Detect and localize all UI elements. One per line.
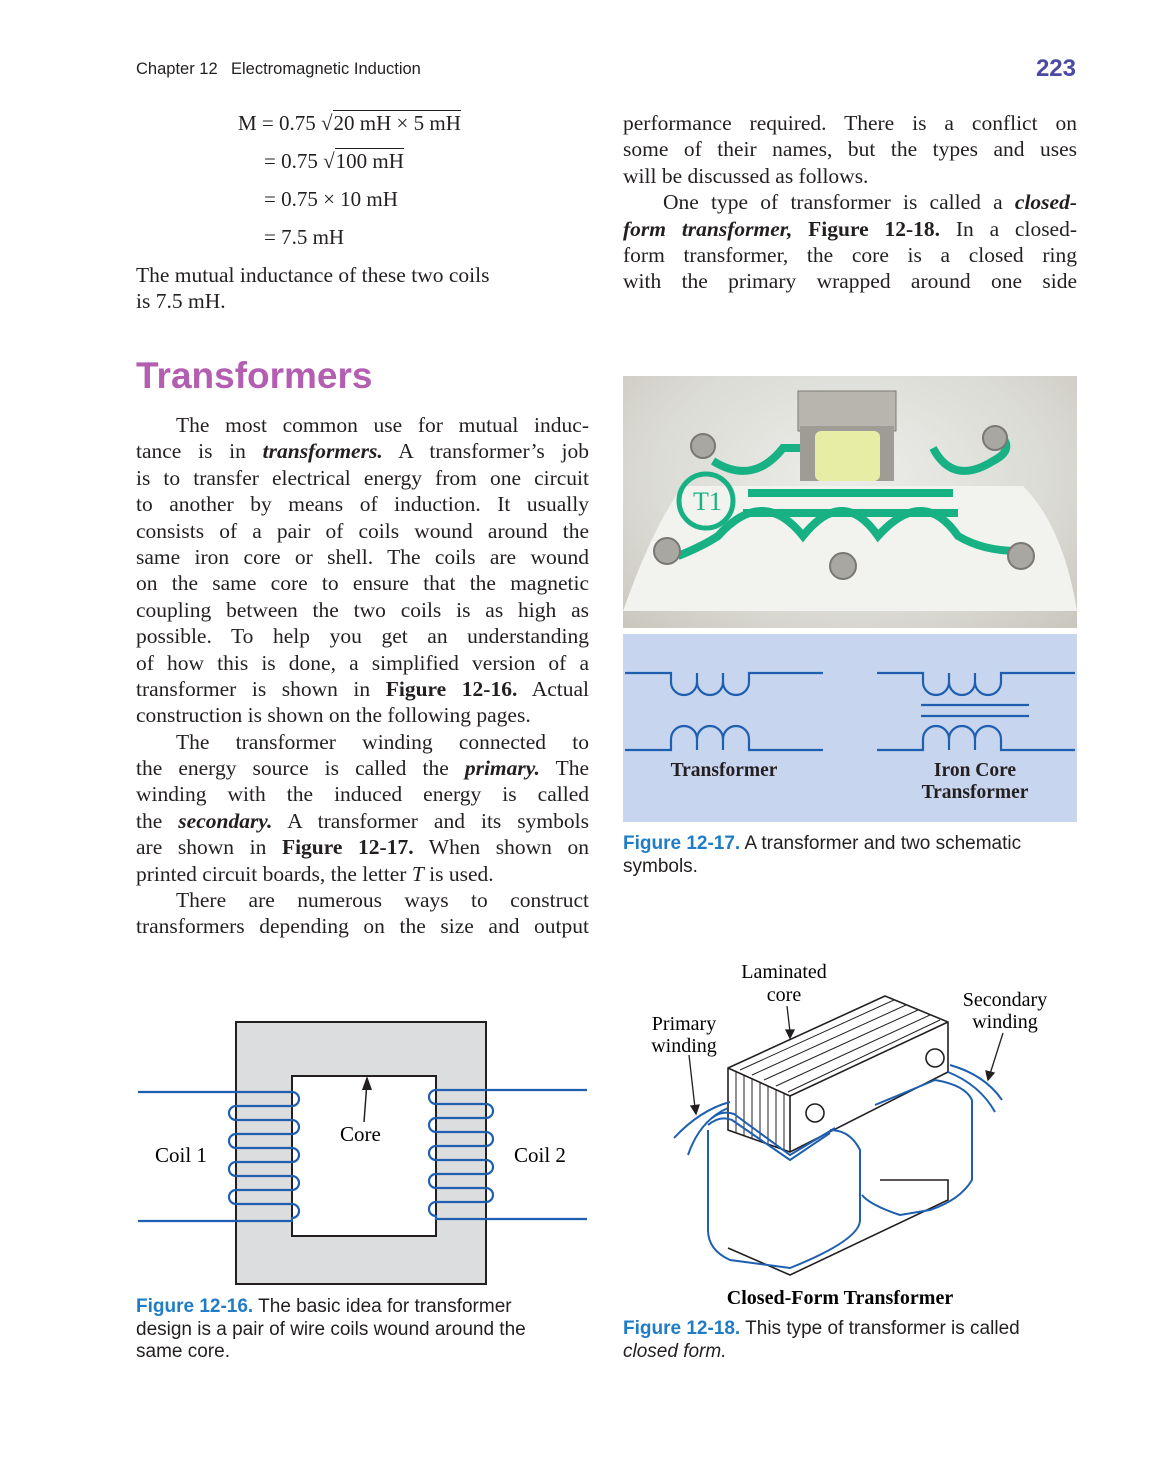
text-line <box>136 412 589 438</box>
text-run: on the same core to ensure that the magnetic <box>136 571 589 596</box>
text-run: are shown in <box>136 835 282 860</box>
primary-winding-label-2: winding <box>651 1035 717 1057</box>
text-run: of how this is done, a simplified version of a <box>136 650 589 675</box>
text-line <box>136 729 589 755</box>
text-line <box>136 465 589 491</box>
text-line <box>136 623 589 649</box>
text-run: Actual <box>517 676 590 701</box>
text-run: In a closed- <box>940 216 1078 241</box>
text-run <box>792 217 808 241</box>
text-line <box>623 268 1077 294</box>
text-line <box>136 676 589 702</box>
emphasized-term: T <box>411 861 424 886</box>
text-line <box>623 163 1077 189</box>
caption-text: A transformer and two schematic <box>740 833 1022 854</box>
equation-line: = 7.5 mH <box>264 225 345 249</box>
figure-12-18-diagram <box>620 955 1080 1315</box>
text-run: to another by means of induction. It usually <box>136 492 589 517</box>
emphasized-term: Figure 12-18. <box>808 216 941 241</box>
text-line <box>623 110 1077 136</box>
text-run: One type of transformer is called a <box>663 190 1015 215</box>
caption-text: This type of transformer is called <box>740 1318 1020 1339</box>
equation-lhs: = 0.75 <box>264 149 324 173</box>
equation-line: = 0.75 × 10 mH <box>264 187 398 211</box>
text-run: is to transfer electrical energy from one circuit <box>136 465 589 490</box>
text-run: tance is in <box>136 439 263 464</box>
equation-radicand: 20 mH × 5 mH <box>333 111 461 135</box>
text-line <box>136 650 589 676</box>
text-run: A transformer’s job <box>382 439 589 464</box>
text-line <box>136 544 589 570</box>
text-line <box>623 189 1077 215</box>
text-line <box>623 242 1077 268</box>
secondary-winding-label-2: winding <box>972 1011 1038 1033</box>
symbol-label-iron-core-2: Transformer <box>921 782 1029 803</box>
right-column-text <box>623 110 1077 295</box>
text-run: When shown on <box>413 835 589 860</box>
symbol-label-transformer: Transformer <box>670 760 778 781</box>
text-line <box>136 808 589 834</box>
figure-number: Figure 12-17. <box>623 833 741 854</box>
text-line <box>136 887 589 913</box>
equation-lhs: M = 0.75 <box>238 111 322 135</box>
figure-number: Figure 12-18. <box>623 1318 741 1339</box>
text-line <box>136 834 589 860</box>
chapter-title: Electromagnetic Induction <box>231 60 421 78</box>
emphasized-term: transformers. <box>262 439 383 464</box>
text-run: form transformer, the core is a closed ring <box>623 242 1077 267</box>
figure-12-18-caption <box>623 1318 1083 1363</box>
text-line <box>136 597 589 623</box>
text-line <box>136 781 589 807</box>
text-run: same iron core or shell. The coils are wound <box>136 544 589 569</box>
text-run: will be discussed as follows. <box>623 163 869 188</box>
text-run: The <box>539 756 589 781</box>
coil-2-label: Coil 2 <box>514 1143 566 1167</box>
intro-paragraph <box>136 262 589 315</box>
text-run: construction is shown on the following pages. <box>136 703 531 728</box>
chapter-number: Chapter 12 <box>136 60 218 78</box>
text-line <box>136 570 589 596</box>
text-line <box>136 491 589 517</box>
photo-marking: T1 <box>693 487 722 516</box>
figure-12-16-caption <box>136 1296 596 1364</box>
laminated-core-label-2: core <box>766 984 802 1006</box>
text-run: the <box>136 808 179 833</box>
text-run: with the primary wrapped around one side <box>623 269 1077 294</box>
text-run: transformer is shown in <box>136 676 386 701</box>
emphasized-term: form transformer, <box>623 216 793 241</box>
text-run: printed circuit boards, the letter <box>136 861 412 886</box>
emphasized-term: closed- <box>1014 190 1077 215</box>
secondary-winding-label: Secondary <box>962 989 1048 1011</box>
text-run: There are numerous ways to construct <box>176 888 589 913</box>
transformer-symbols <box>623 634 1077 764</box>
emphasized-term: Figure 12-16. <box>385 676 518 701</box>
text-run: transformers depending on the size and output <box>136 914 589 939</box>
text-run: coupling between the two coils is as high as <box>136 597 589 622</box>
caption-text: same core. <box>136 1341 230 1362</box>
text-run: some of their names, but the types and uses <box>623 137 1077 162</box>
text-line <box>136 518 589 544</box>
primary-winding-label: Primary <box>651 1013 717 1035</box>
text-line <box>136 438 589 464</box>
text-run: A transformer and its symbols <box>272 808 589 833</box>
text-run: is 7.5 mH. <box>136 289 226 314</box>
emphasized-term: secondary. <box>178 808 273 833</box>
page-number: 223 <box>1035 55 1076 82</box>
symbol-label-iron-core: Iron Core <box>933 760 1017 781</box>
coil-1-label: Coil 1 <box>155 1143 207 1167</box>
text-run: consists of a pair of coils wound around the <box>136 518 589 543</box>
text-run: performance required. There is a conflict on <box>623 111 1077 135</box>
caption-text: The basic idea for transformer <box>253 1296 512 1317</box>
text-line <box>136 755 589 781</box>
text-line <box>136 702 589 728</box>
section-title: Transformers <box>136 355 373 396</box>
text-line <box>623 136 1077 162</box>
figure-12-18-title: Closed-Form Transformer <box>726 1287 954 1309</box>
text-line <box>136 262 589 288</box>
emphasized-term: Figure 12-17. <box>281 835 414 860</box>
text-run: is used. <box>423 861 494 886</box>
equation-radicand: 100 mH <box>335 149 404 173</box>
laminated-core-label: Laminated <box>741 961 827 983</box>
emphasized-term: primary. <box>464 756 540 781</box>
caption-text: closed form. <box>623 1340 727 1362</box>
equation-line: = 0.75 √100 mH <box>264 149 404 173</box>
text-run: The transformer winding connected to <box>176 729 589 754</box>
text-line <box>136 288 589 314</box>
text-line <box>623 216 1077 242</box>
text-run: winding with the induced energy is called <box>136 782 589 807</box>
text-line <box>136 913 589 939</box>
transformer-photo <box>623 376 1077 628</box>
core-label: Core <box>340 1122 381 1146</box>
schematic-symbols-panel <box>623 634 1077 822</box>
equation-line: M = 0.75 √20 mH × 5 mH <box>238 111 461 135</box>
text-run: possible. To help you get an understanding <box>136 624 589 649</box>
text-run: the energy source is called the <box>136 756 465 781</box>
text-run: The most common use for mutual induc- <box>176 413 589 437</box>
left-column-text <box>136 412 589 940</box>
figure-number: Figure 12-16. <box>136 1296 254 1317</box>
caption-text: design is a pair of wire coils wound around the <box>136 1318 526 1340</box>
figure-12-17-caption <box>623 833 1083 878</box>
text-line <box>136 861 589 887</box>
text-run: The mutual inductance of these two coils <box>136 263 490 287</box>
caption-text: symbols. <box>623 855 698 877</box>
figure-12-16-diagram <box>130 1015 600 1295</box>
